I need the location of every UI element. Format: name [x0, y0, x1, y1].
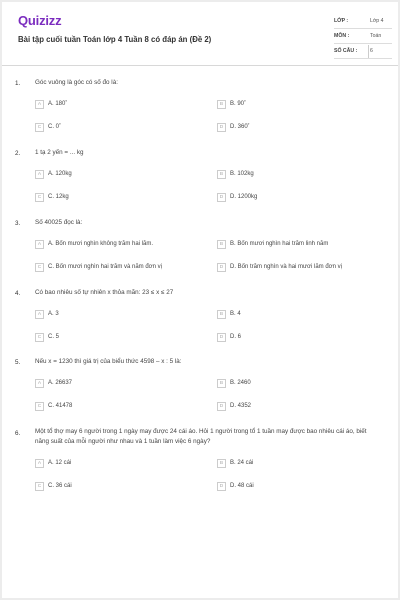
question-number: 4. [15, 290, 21, 297]
meta-subject-label: MÔN : [334, 33, 350, 39]
option-text: B. 24 cái [230, 460, 254, 466]
question-number: 1. [15, 80, 21, 87]
header-divider [2, 65, 398, 66]
meta-class-value: Lớp 4 [370, 18, 384, 24]
quizizz-logo: Quizizz [18, 13, 62, 28]
option-letter-box: B [217, 379, 226, 388]
option-letter-box: D [217, 333, 226, 342]
option-text: B. Bốn mươi nghìn hai trăm linh năm [230, 241, 329, 247]
option-letter-box: D [217, 123, 226, 132]
question-number: 3. [15, 220, 21, 227]
option-text: D. 4352 [230, 403, 252, 409]
option-text: A. 26637 [48, 380, 73, 386]
divider [334, 58, 392, 59]
meta-count-label: SỐ CÂU : [334, 48, 358, 54]
option-letter-box: D [217, 402, 226, 411]
question-text: Nếu x = 1230 thì giá trị của biểu thức 4598 – x : 5 là: [35, 358, 182, 365]
option-letter-box: D [217, 482, 226, 491]
meta-count-value: 6 [370, 48, 373, 54]
option-letter-box: C [35, 402, 44, 411]
meta-class-label: LỚP : [334, 18, 349, 24]
option-letter-box: A [35, 170, 44, 179]
option-letter-box: C [35, 263, 44, 272]
option-letter-box: A [35, 240, 44, 249]
meta-subject-value: Toán [370, 33, 382, 39]
option-text: C. 41478 [48, 403, 73, 409]
divider [334, 28, 392, 29]
option-text: C. 36 cái [48, 483, 72, 489]
option-text: A. 120kg [48, 171, 72, 177]
option-letter-box: C [35, 482, 44, 491]
question-number: 5. [15, 359, 21, 366]
option-text: D. 1200kg [230, 194, 258, 200]
option-text: B. 102kg [230, 171, 254, 177]
question-text: Có bao nhiêu số tự nhiên x thỏa mãn: 23 ≤ x ≤ 27 [35, 289, 174, 296]
question-text: Số 40025 đọc là: [35, 219, 83, 226]
option-text: D. 360˚ [230, 124, 250, 130]
question-number: 2. [15, 150, 21, 157]
option-letter-box: B [217, 459, 226, 468]
option-letter-box: B [217, 170, 226, 179]
question-number: 6. [15, 430, 21, 437]
option-text: C. 5 [48, 334, 60, 340]
option-letter-box: C [35, 123, 44, 132]
option-letter-box: C [35, 193, 44, 202]
question-text: 1 tạ 2 yến = ... kg [35, 149, 84, 156]
option-letter-box: B [217, 100, 226, 109]
option-letter-box: A [35, 310, 44, 319]
option-text: A. 180˚ [48, 101, 68, 107]
option-text: B. 90˚ [230, 101, 247, 107]
option-letter-box: C [35, 333, 44, 342]
page-title: Bài tập cuối tuần Toán lớp 4 Tuần 8 có đáp án (Đề 2) [18, 35, 212, 44]
option-letter-box: A [35, 459, 44, 468]
option-text: C. 0˚ [48, 124, 62, 130]
option-text: B. 2460 [230, 380, 251, 386]
option-text: A. Bốn mươi nghìn không trăm hai lăm. [48, 241, 153, 247]
option-text: B. 4 [230, 311, 241, 317]
divider [368, 45, 369, 58]
option-text: C. Bốn mươi nghìn hai trăm và năm đơn vị [48, 264, 162, 270]
option-text: D. 48 cái [230, 483, 254, 489]
divider [334, 43, 392, 44]
option-letter-box: A [35, 100, 44, 109]
option-text: D. Bốn trăm nghìn và hai mươi lăm đơn vị [230, 264, 342, 270]
option-letter-box: A [35, 379, 44, 388]
question-text: Một tổ thợ may 6 người trong 1 ngày may được 24 cái áo. Hỏi 1 người trong tổ 1 tuần may được bao nhiêu cái áo, biết năng suất của mỗi người như nhau và 1 tuần làm việc 6 ngày? [35, 428, 367, 445]
option-text: A. 3 [48, 311, 59, 317]
option-letter-box: D [217, 193, 226, 202]
option-letter-box: B [217, 310, 226, 319]
option-letter-box: D [217, 263, 226, 272]
option-text: A. 12 cái [48, 460, 72, 466]
worksheet-page [2, 2, 398, 598]
option-letter-box: B [217, 240, 226, 249]
option-text: D. 6 [230, 334, 242, 340]
question-text: Góc vuông là góc có số đo là: [35, 79, 118, 86]
option-text: C. 12kg [48, 194, 69, 200]
